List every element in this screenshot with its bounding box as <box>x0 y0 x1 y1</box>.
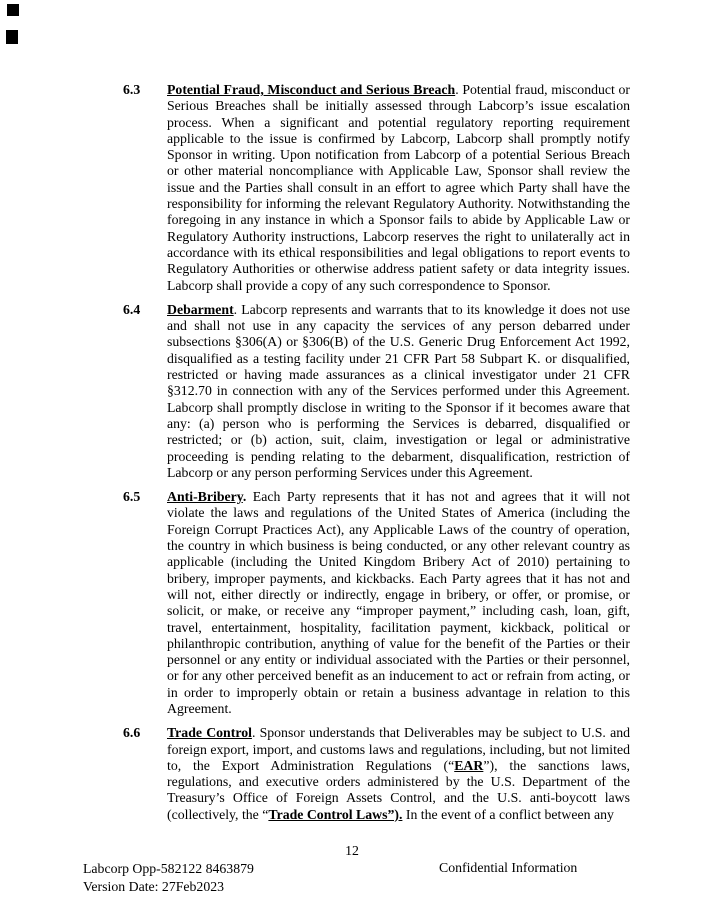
contract-section <box>123 302 630 481</box>
body-text: Each Party represents that it has not and agrees that it will not violate the laws and regulations of the United States of America (including the Foreign Corrupt Practices Act), any Applicable Laws of the country of operation, the country in which business is being conducted, or any other relevant country as applicable (including the United Kingdom Bribery Act of 2010) pertaining to bribery, improper payments, and kickbacks. Each Party agrees that it has not and will not, either directly or indirectly, engage in bribery, or offer, or promise, or solicit, or make, or receive any “improper payment,” including cash, loan, gift, travel, entertainment, hospitality, facilitation payment, kickback, political or philanthropic contribution, anything of value for the benefit of the Parties or their personnel or any entity or individual associated with the Parties or their personnel, or for any other perceived benefit as an inducement to act or refrain from acting, or in order to improperly obtain or retain a business advantage in relation to this Agreement. <box>167 489 630 716</box>
body-text: . Labcorp represents and warrants that to its knowledge it does not use and shall not use in any capacity the services of any person debarred under subsections §306(A) or §306(B) of the U.S. Generic Drug Enforcement Act 1992, disqualified as a testing facility under 21 CFR Part 58 Subpart K. or disqualified, restricted or having made assurances as a clinical investigator under 21 CFR §312.70 in connection with any of the Services performed under this Agreement. Labcorp shall promptly disclose in writing to the Sponsor if it becomes aware that any: (a) person who is performing the Services is debarred, disqualified or restricted; or (b) action, suit, claim, investigation or legal or administrative proceeding is pending relating to the debarment, disqualification, restriction of Labcorp or any person performing Services under this Agreement. <box>167 301 630 480</box>
contract-section <box>123 725 630 823</box>
body-text: . Sponsor understands that Deliverables may be subject to U.S. and foreign export, import, and customs laws and regulations, including, but not limited to, the Export Administration Regulations (“ <box>167 725 630 773</box>
section-number: 6.4 <box>123 301 141 317</box>
contract-section <box>123 489 630 717</box>
scan-artifact-square-top <box>7 4 19 16</box>
section-heading: Potential Fraud, Misconduct and Serious Breach <box>167 82 456 97</box>
body-text: In the event of a conflict between any <box>402 806 614 822</box>
scan-artifact-square-bottom <box>6 30 18 44</box>
section-heading: Trade Control Laws”). <box>268 806 403 822</box>
section-text <box>167 302 630 481</box>
footer-doc-block <box>83 860 254 895</box>
contract-body <box>123 82 630 831</box>
footer-doc-ref: Labcorp Opp-582122 8463879 <box>83 861 254 876</box>
section-text <box>167 82 630 294</box>
section-heading: Anti-Bribery <box>167 489 243 505</box>
body-text: . Potential fraud, misconduct or Serious Breaches shall be initially assessed through Labcorp’s issue escalation process. When a significant and potential regulatory reporting requirement applicable to the issue is confirmed by Labcorp, Labcorp shall promptly notify Sponsor in writing. Upon notification from Labcorp of a potential Serious Breach or other material noncompliance with Applicable Law, Sponsor shall review the issue and the Parties shall consult in an effort to agree which Party shall have the responsibility for informing the relevant Regulatory Authority. Notwithstanding the foregoing in any instance in which a Sponsor fails to abide by Applicable Law or Regulatory Authority instructions, Labcorp reserves the right to unilaterally act in accordance with its ethical responsibilities and legal obligations to report events to Regulatory Authorities or otherwise address patient safety or data integrity issues. Labcorp shall provide a copy of any such correspondence to Sponsor. <box>167 82 630 293</box>
section-heading: EAR <box>454 757 484 773</box>
page-number: 12 <box>345 843 359 858</box>
section-number: 6.6 <box>123 725 141 741</box>
contract-section <box>123 82 630 294</box>
footer-confidential-label: Confidential Information <box>439 860 578 875</box>
section-text <box>167 725 630 823</box>
section-text <box>167 489 630 717</box>
section-number: 6.5 <box>123 489 141 505</box>
section-number: 6.3 <box>123 82 141 97</box>
footer-version-date: Version Date: 27Feb2023 <box>83 878 225 894</box>
body-text: . <box>242 489 247 505</box>
section-heading: Debarment <box>167 301 234 317</box>
body-text: ”), the sanctions laws, regulations, and executive orders administered by the U.S. Department of the Treasury’s Office of Foreign Assets Control, and the U.S. anti-boycott laws (collectively, the “ <box>167 757 630 822</box>
section-heading: Trade Control <box>167 725 252 741</box>
